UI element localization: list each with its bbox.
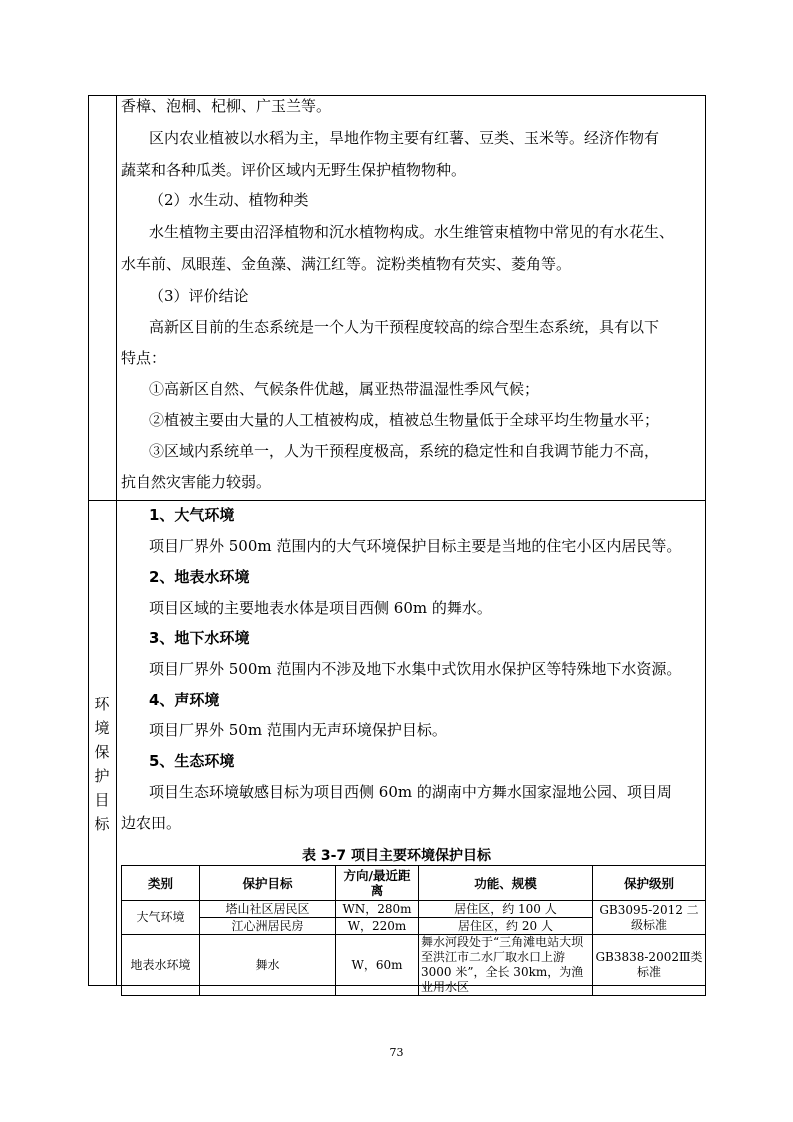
section-heading: 5、生态环境 [149, 752, 235, 770]
header-cell: 类别 [122, 866, 200, 901]
function-cell: 舞水河段处于“三角滩电站大坝至洪江市二水厂取水口上游 3000 米”，全长 30km，为渔业用水区 [419, 935, 593, 996]
level-cell: GB3838-2002Ⅲ类标准 [593, 935, 706, 996]
function-cell: 居住区，约 20 人 [419, 918, 593, 935]
subheading: （2）水生动、植物种类 [149, 191, 309, 209]
paragraph-line: 抗自然灾害能力较弱。 [121, 473, 272, 491]
side-label-char: 境 [94, 719, 110, 737]
subheading: （3）评价结论 [149, 287, 249, 305]
paragraph-line: 项目厂界外 500m 范围内的大气环境保护目标主要是当地的住宅小区内居民等。 [149, 537, 682, 555]
header-cell: 保护目标 [200, 866, 336, 901]
section-heading: 1、大气环境 [149, 506, 235, 524]
side-label-char: 目 [94, 791, 110, 809]
direction-cell: W，220m [336, 918, 419, 935]
direction-cell: W，60m [336, 935, 419, 996]
section-heading: 3、地下水环境 [149, 629, 250, 647]
list-item: ②植被主要由大量的人工植被构成，植被总生物量低于全球平均生物量水平； [149, 411, 660, 429]
paragraph-line: 水车前、凤眼莲、金鱼藻、满江红等。淀粉类植物有芡实、菱角等。 [121, 255, 572, 273]
paragraph-line: 项目厂界外 500m 范围内不涉及地下水集中式饮用水保护区等特殊地下水资源。 [149, 660, 682, 678]
target-cell: 舞水 [200, 935, 336, 996]
paragraph-line: 项目生态环境敏感目标为项目西侧 60m 的湖南中方舞水国家湿地公园、项目周 [149, 783, 672, 801]
target-cell: 塔山社区居民区 [200, 901, 336, 918]
row-divider [89, 500, 705, 501]
paragraph-line: 香樟、泡桐、杞柳、广玉兰等。 [121, 97, 332, 115]
paragraph-line: 水生植物主要由沼泽植物和沉水植物构成。水生维管束植物中常见的有水花生、 [149, 223, 675, 241]
paragraph-line: 项目区域的主要地表水体是项目西侧 60m 的舞水。 [149, 599, 492, 617]
direction-cell: WN，280m [336, 901, 419, 918]
header-cell: 方向/最近距离 [336, 866, 419, 901]
header-cell: 保护级别 [593, 866, 706, 901]
header-cell: 功能、规模 [419, 866, 593, 901]
section-heading: 2、地表水环境 [149, 568, 250, 586]
category-cell: 地表水环境 [122, 935, 200, 996]
section-heading: 4、声环境 [149, 691, 220, 709]
paragraph-line: 特点： [121, 349, 167, 367]
target-cell: 江心洲居民房 [200, 918, 336, 935]
side-label-char: 护 [94, 767, 110, 785]
list-item: ③区域内系统单一，人为干预程度极高，系统的稳定性和自我调节能力不高， [149, 442, 660, 460]
paragraph-line: 项目厂界外 50m 范围内无声环境保护目标。 [149, 721, 447, 739]
list-item: ①高新区自然、气候条件优越，属亚热带温湿性季风气候； [149, 380, 540, 398]
side-label-char: 环 [94, 695, 110, 713]
paragraph-line: 区内农业植被以水稻为主，旱地作物主要有红薯、豆类、玉米等。经济作物有 [149, 129, 660, 147]
table-caption: 表 3-7 项目主要环境保护目标 [301, 848, 492, 864]
category-cell: 大气环境 [122, 901, 200, 935]
page-number: 73 [389, 1046, 404, 1059]
paragraph-line: 高新区目前的生态系统是一个人为干预程度较高的综合型生态系统，具有以下 [149, 318, 660, 336]
function-cell: 居住区，约 100 人 [419, 901, 593, 918]
paragraph-line: 边农田。 [121, 814, 182, 832]
protection-targets-table [121, 865, 706, 996]
table-row [122, 901, 706, 918]
table-header-row [122, 866, 706, 901]
level-cell: GB3095-2012 二级标准 [593, 901, 706, 935]
table-row [122, 935, 706, 996]
side-label-char: 保 [94, 743, 110, 761]
side-label-char: 标 [94, 815, 110, 833]
paragraph-line: 蔬菜和各种瓜类。评价区域内无野生保护植物物种。 [121, 161, 467, 179]
